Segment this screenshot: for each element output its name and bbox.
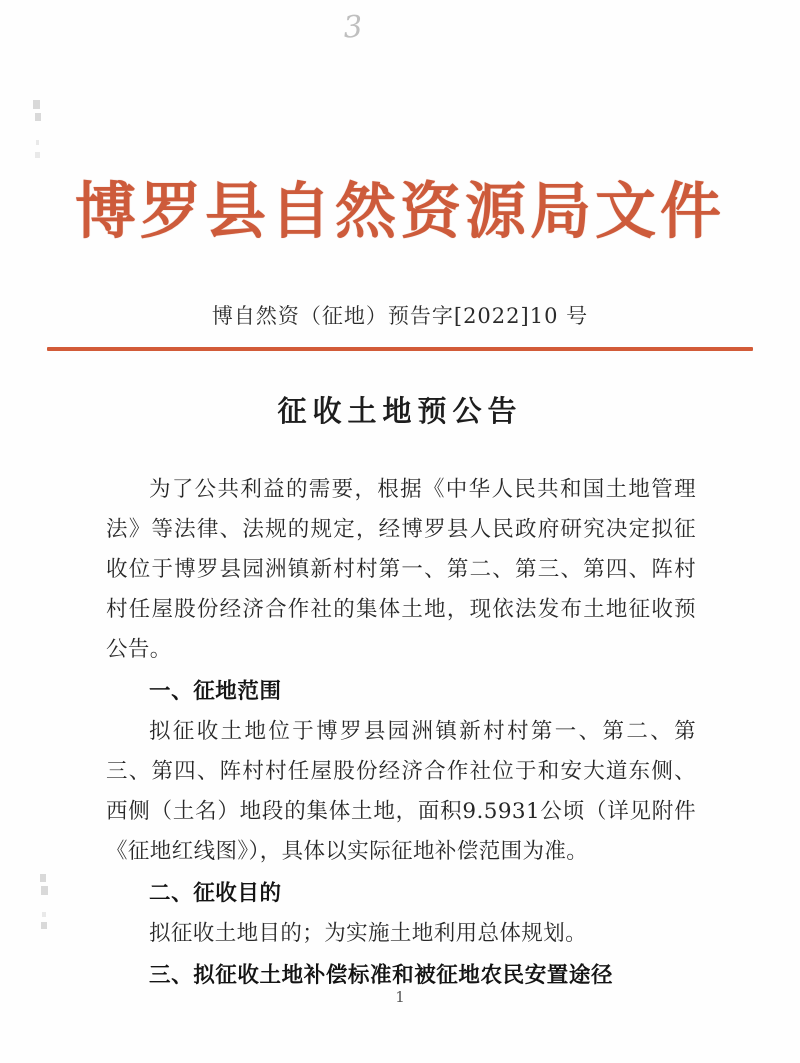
- section-body-1: 拟征收土地位于博罗县园洲镇新村村第一、第二、第三、第四、阵村村任屋股份经济合作社位于和安大道东侧、西侧（土名）地段的集体土地，面积9.5931公顷（详见附件《征地红线图》），具体以实际征地补偿范围为准。: [106, 719, 696, 864]
- scan-artifact: [36, 140, 39, 145]
- scan-artifact: [41, 922, 47, 929]
- page-title: 征收土地预公告: [277, 394, 523, 428]
- page-number: 1: [395, 988, 405, 1006]
- scan-artifact: [33, 100, 40, 109]
- section-heading-1: 一、征地范围: [149, 679, 282, 704]
- scan-artifact: [42, 912, 46, 917]
- document-body: [106, 470, 696, 996]
- scan-artifact: [35, 113, 41, 121]
- scan-artifact: [41, 886, 48, 895]
- opening-paragraph: 为了公共利益的需要，根据《中华人民共和国土地管理法》等法律、法规的规定，经博罗县人民政府研究决定拟征收位于博罗县园洲镇新村村第一、第二、第三、第四、阵村村任屋股份经济合作社的集体土地，现依法发布土地征收预公告。: [106, 477, 696, 662]
- document-number: 博自然资（征地）预告字[2022]10 号: [211, 304, 589, 328]
- masthead-divider: [47, 347, 753, 351]
- handwritten-annotation: 3: [342, 9, 364, 46]
- section-body-2: 拟征收土地目的；为实施土地利用总体规划。: [149, 921, 588, 946]
- section-heading-3: 三、拟征收土地补偿标准和被征地农民安置途径: [149, 963, 614, 988]
- scan-artifact: [40, 874, 46, 882]
- scan-artifact: [35, 152, 40, 158]
- section-heading-2: 二、征收目的: [149, 881, 282, 906]
- masthead: [0, 176, 800, 248]
- agency-title: 博罗县自然资源局文件: [74, 176, 725, 247]
